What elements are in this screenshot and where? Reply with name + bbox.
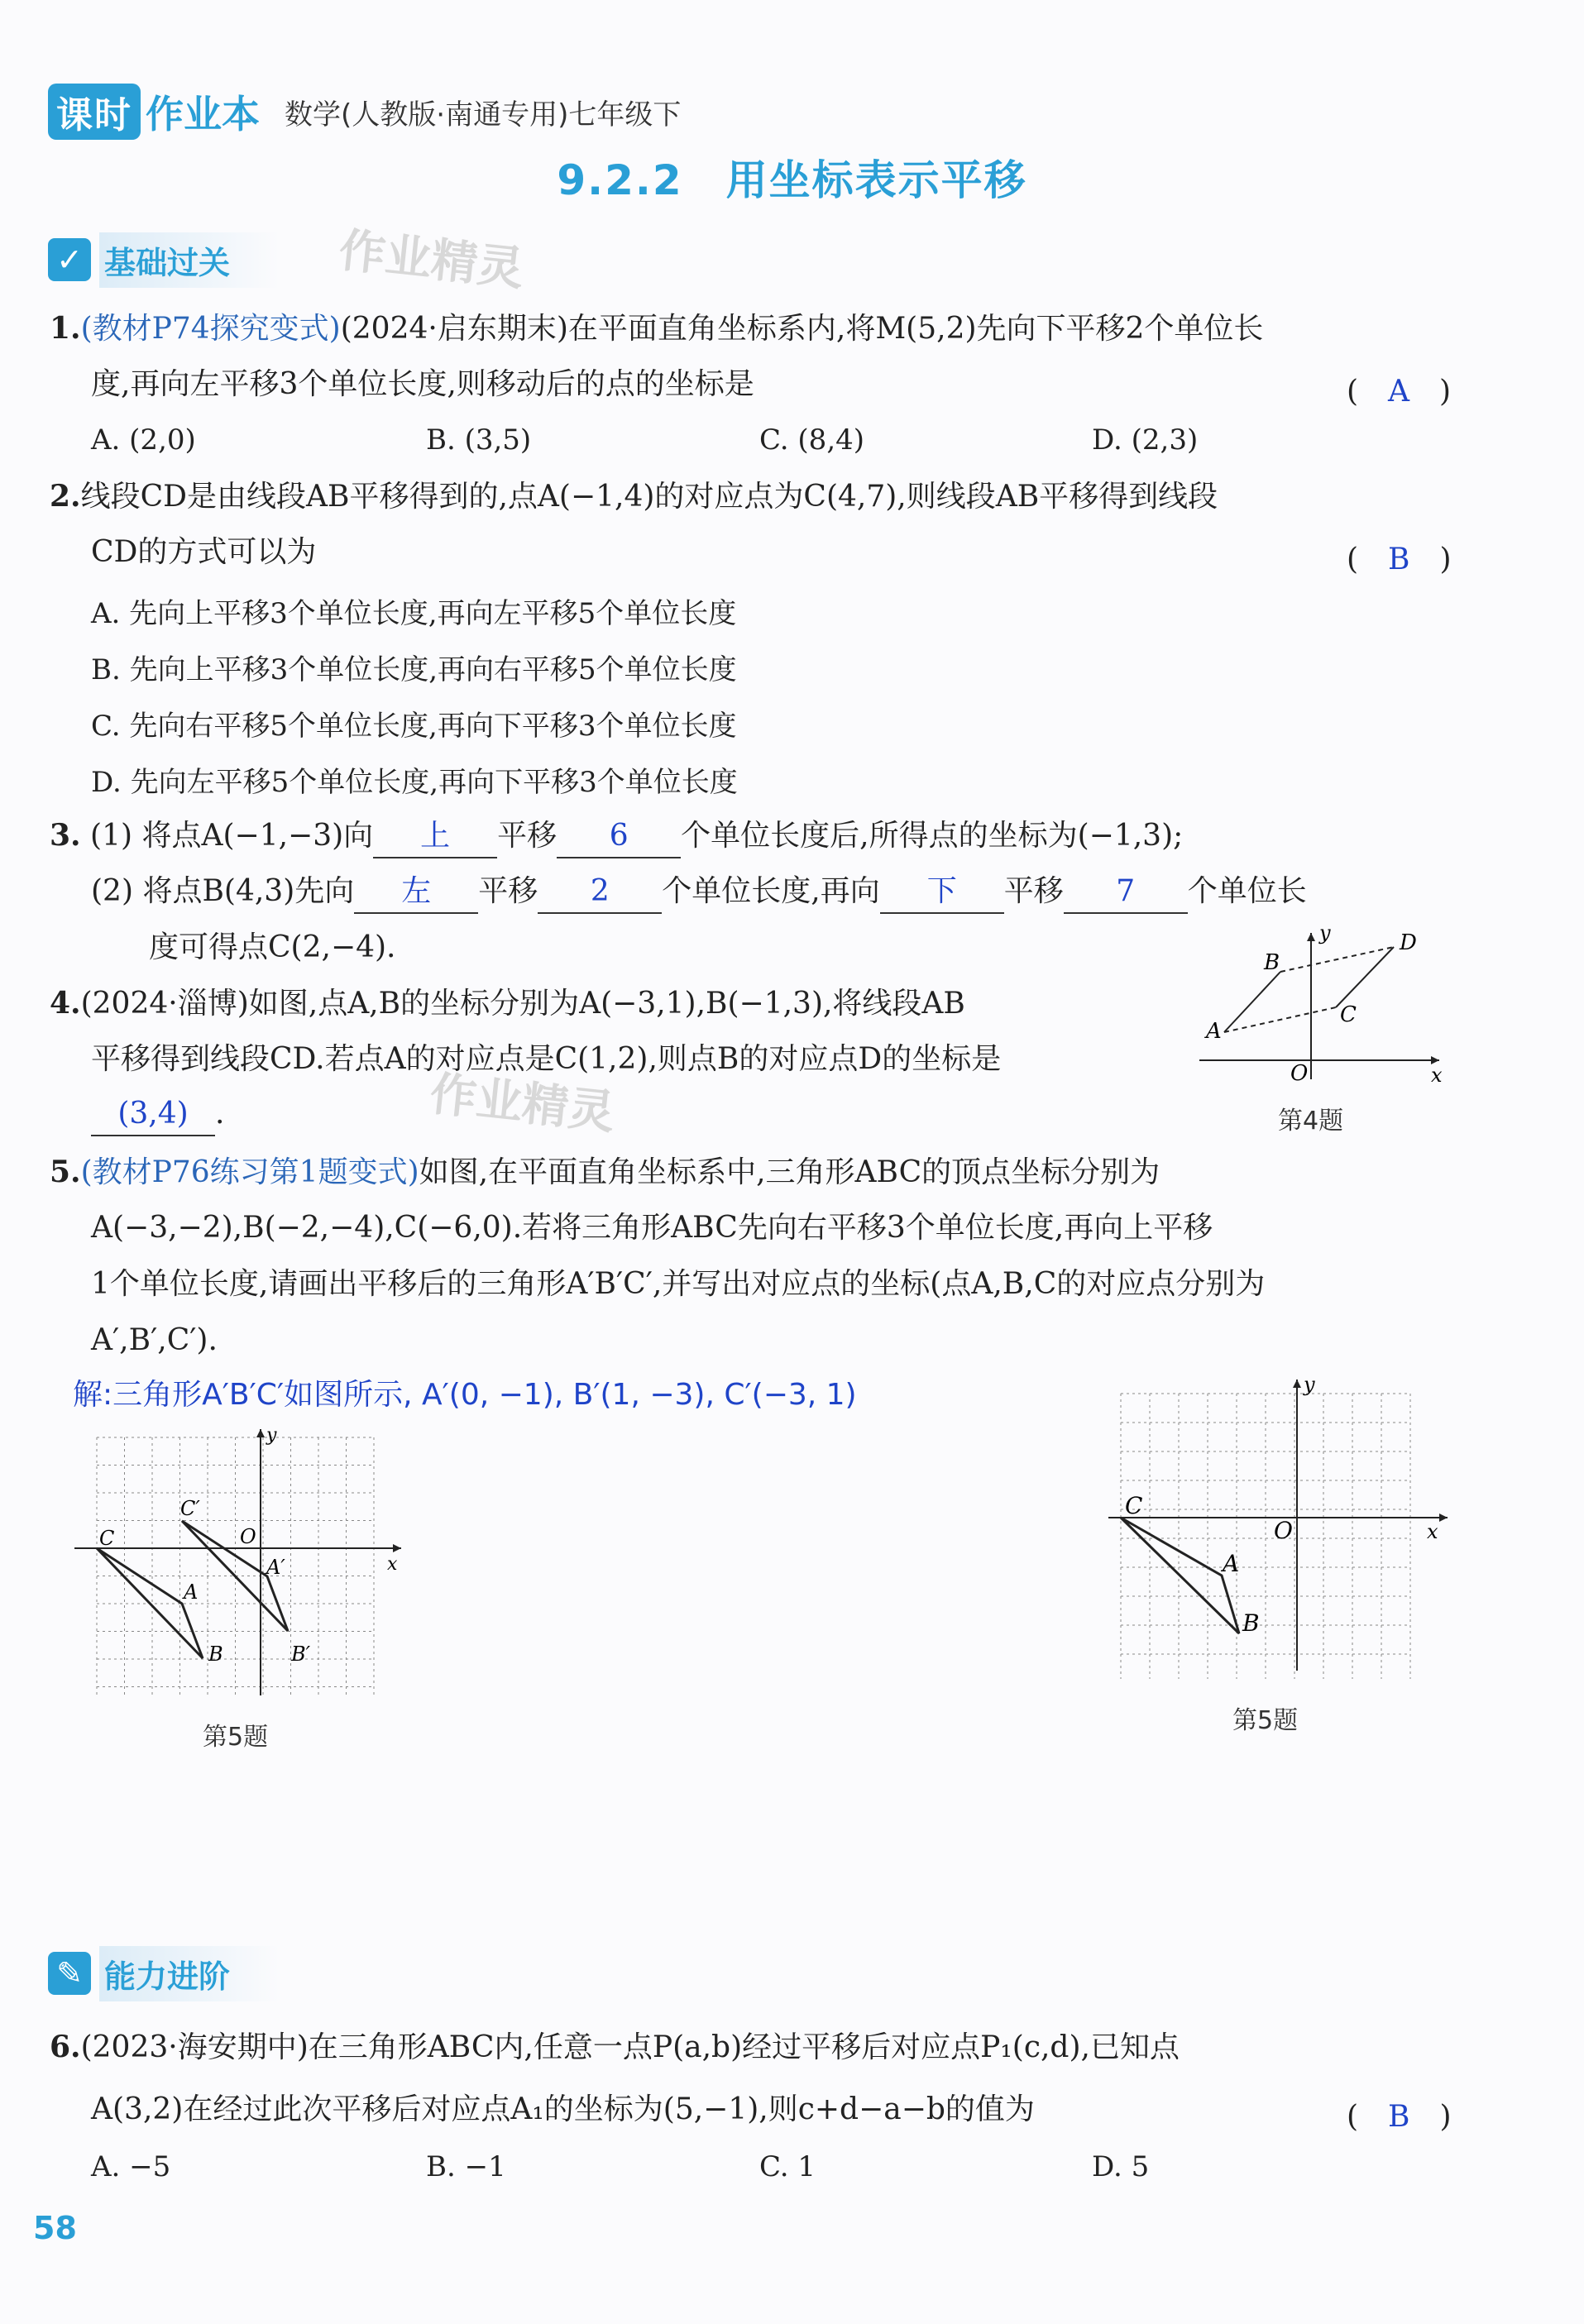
q5-line3: 1个单位长度,请画出平移后的三角形A′B′C′,并写出对应点的坐标(点A,B,C的对应点分别为 xyxy=(91,1267,1266,1301)
label-origin: O xyxy=(1274,1517,1293,1544)
q1-option-d: D. (2,3) xyxy=(1092,423,1199,457)
q6-answer-paren: ( B ) xyxy=(1347,2100,1452,2134)
q5-solution-figure xyxy=(74,1423,422,1695)
pencil-icon: ✎ xyxy=(48,1952,91,1995)
q1-option-b: B. (3,5) xyxy=(426,423,532,457)
watermark: 作业精灵 xyxy=(336,223,527,297)
label-a-prime: A′ xyxy=(266,1556,285,1579)
watermark-2: 作业精灵 xyxy=(427,1067,618,1140)
q6-line2: A(3,2)在经过此次平移后对应点A₁的坐标为(5,−1),则c+d−a−b的值为 xyxy=(91,2092,1035,2126)
q6-option-d: D. 5 xyxy=(1092,2150,1150,2183)
q2-option-a: A. 先向上平移3个单位长度,再向左平移5个单位长度 xyxy=(91,597,737,630)
y-arrow xyxy=(1293,1380,1301,1388)
label-a: A xyxy=(1206,1019,1222,1044)
q6-option-c: C. 1 xyxy=(759,2150,816,2183)
label-y: y xyxy=(266,1425,277,1446)
dashed-bd xyxy=(1280,947,1394,972)
q3-blank-5[interactable]: 下 xyxy=(880,871,1004,914)
q1-option-c: C. (8,4) xyxy=(759,423,865,457)
label-c: C xyxy=(99,1527,115,1550)
label-b-prime: B′ xyxy=(291,1643,311,1666)
q5-line2: A(−3,−2),B(−2,−4),C(−6,0).若将三角形ABC先向右平移3个单位长度,再向上平移 xyxy=(91,1211,1213,1245)
q3-line3: 度可得点C(2,−4). xyxy=(149,930,396,964)
q3-blank-4[interactable]: 2 xyxy=(538,871,662,914)
q1-answer-paren: ( A ) xyxy=(1347,375,1452,409)
y-arrow xyxy=(1307,933,1315,941)
q4-line1: 4.(2024·淄博)如图,点A,B的坐标分别为A(−3,1),B(−1,3),将线段AB xyxy=(50,986,965,1021)
segment-cd xyxy=(1336,947,1394,1007)
subject: 数学(人教版·南通专用)七年级下 xyxy=(285,98,682,132)
label-a: A xyxy=(1223,1550,1240,1577)
q2-option-c: C. 先向右平移5个单位长度,再向下平移3个单位长度 xyxy=(91,710,737,743)
section-label: 基础过关 xyxy=(99,232,280,288)
checkbox-icon: ✓ xyxy=(48,238,91,281)
q5-caption-left: 第5题 xyxy=(203,1723,269,1752)
logo xyxy=(48,84,260,140)
section-advanced xyxy=(48,1948,280,1999)
q5-line1: 5.(教材P76练习第1题变式)如图,在平面直角坐标系中,三角形ABC的顶点坐标分别为 xyxy=(50,1155,1160,1189)
q4-figure xyxy=(1191,918,1456,1083)
label-x: x xyxy=(1431,1064,1443,1083)
q6-option-b: B. −1 xyxy=(426,2150,506,2183)
label-b: B xyxy=(1242,1609,1260,1637)
q4-line3: (3,4) . xyxy=(91,1093,224,1136)
label-d: D xyxy=(1400,930,1417,955)
q2-line1: 2.线段CD是由线段AB平移得到的,点A(−1,4)的对应点为C(4,7),则线段AB平移得到线段 xyxy=(50,479,1218,514)
label-b: B xyxy=(208,1643,223,1666)
logo-box: 课时 xyxy=(48,84,141,140)
q5-line4: A′,B′,C′). xyxy=(91,1323,218,1357)
q4-caption: 第4题 xyxy=(1278,1107,1344,1136)
q1-line1: 1.(教材P74探究变式)(2024·启东期末)在平面直角坐标系内,将M(5,2)先向下平移2个单位长 xyxy=(50,311,1264,346)
label-x: x xyxy=(387,1554,398,1575)
q3-blank-6[interactable]: 7 xyxy=(1064,871,1188,914)
q3-line1: 3. (1) 将点A(−1,−3)向 上 平移 6 个单位长度后,所得点的坐标为(−1,3); xyxy=(50,815,1183,858)
section-label-2: 能力进阶 xyxy=(99,1946,280,2001)
q4-line2: 平移得到线段CD.若点A的对应点是C(1,2),则点B的对应点D的坐标是 xyxy=(91,1042,1002,1076)
grid xyxy=(1121,1394,1410,1679)
q5-solution: 解:三角形A′B′C′如图所示, A′(0, −1), B′(1, −3), C′(−3, 1) xyxy=(73,1378,857,1412)
label-y: y xyxy=(1304,1373,1315,1396)
q2-line2: CD的方式可以为 xyxy=(91,535,317,569)
q5-caption-right: 第5题 xyxy=(1232,1706,1299,1735)
y-arrow xyxy=(256,1429,265,1437)
label-x: x xyxy=(1427,1520,1438,1543)
q3-blank-3[interactable]: 左 xyxy=(354,871,478,914)
q2-option-d: D. 先向左平移5个单位长度,再向下平移3个单位长度 xyxy=(91,766,738,799)
section-basic xyxy=(48,234,280,285)
label-b: B xyxy=(1264,950,1280,975)
x-arrow xyxy=(393,1544,401,1552)
label-c: C xyxy=(1125,1492,1143,1519)
x-arrow xyxy=(1439,1513,1448,1522)
triangle-abc xyxy=(1121,1518,1239,1633)
header xyxy=(48,83,681,141)
label-y: y xyxy=(1319,921,1331,944)
q1-option-a: A. (2,0) xyxy=(91,423,196,457)
q6-option-a: A. −5 xyxy=(91,2150,171,2183)
q4-answer-blank[interactable]: (3,4) xyxy=(91,1093,215,1136)
dashed-ac xyxy=(1224,1007,1336,1032)
q1-line2: 度,再向左平移3个单位长度,则移动后的点的坐标是 xyxy=(91,367,754,401)
q2-answer-paren: ( B ) xyxy=(1347,543,1452,576)
label-c-prime: C′ xyxy=(180,1497,200,1520)
page-number: 58 xyxy=(33,2210,77,2246)
segment-ab xyxy=(1224,972,1280,1032)
label-c: C xyxy=(1340,1002,1357,1027)
label-a: A xyxy=(184,1580,199,1604)
label-origin: O xyxy=(240,1525,256,1548)
q5-figure xyxy=(1108,1373,1456,1679)
q3-line2: (2) 将点B(4,3)先向 左 平移 2 个单位长度,再向 下 平移 7 个单位长 xyxy=(91,871,1307,914)
q6-line1: 6.(2023·海安期中)在三角形ABC内,任意一点P(a,b)经过平移后对应点P₁(c,d),已知点 xyxy=(50,2030,1180,2064)
q3-blank-2[interactable]: 6 xyxy=(557,815,681,858)
logo-text: 作业本 xyxy=(146,92,260,136)
q2-option-b: B. 先向上平移3个单位长度,再向右平移5个单位长度 xyxy=(91,653,737,686)
grid xyxy=(97,1437,374,1695)
label-origin: O xyxy=(1290,1061,1309,1083)
q3-blank-1[interactable]: 上 xyxy=(373,815,497,858)
page-title: 9.2.2 用坐标表示平移 xyxy=(557,156,1027,204)
